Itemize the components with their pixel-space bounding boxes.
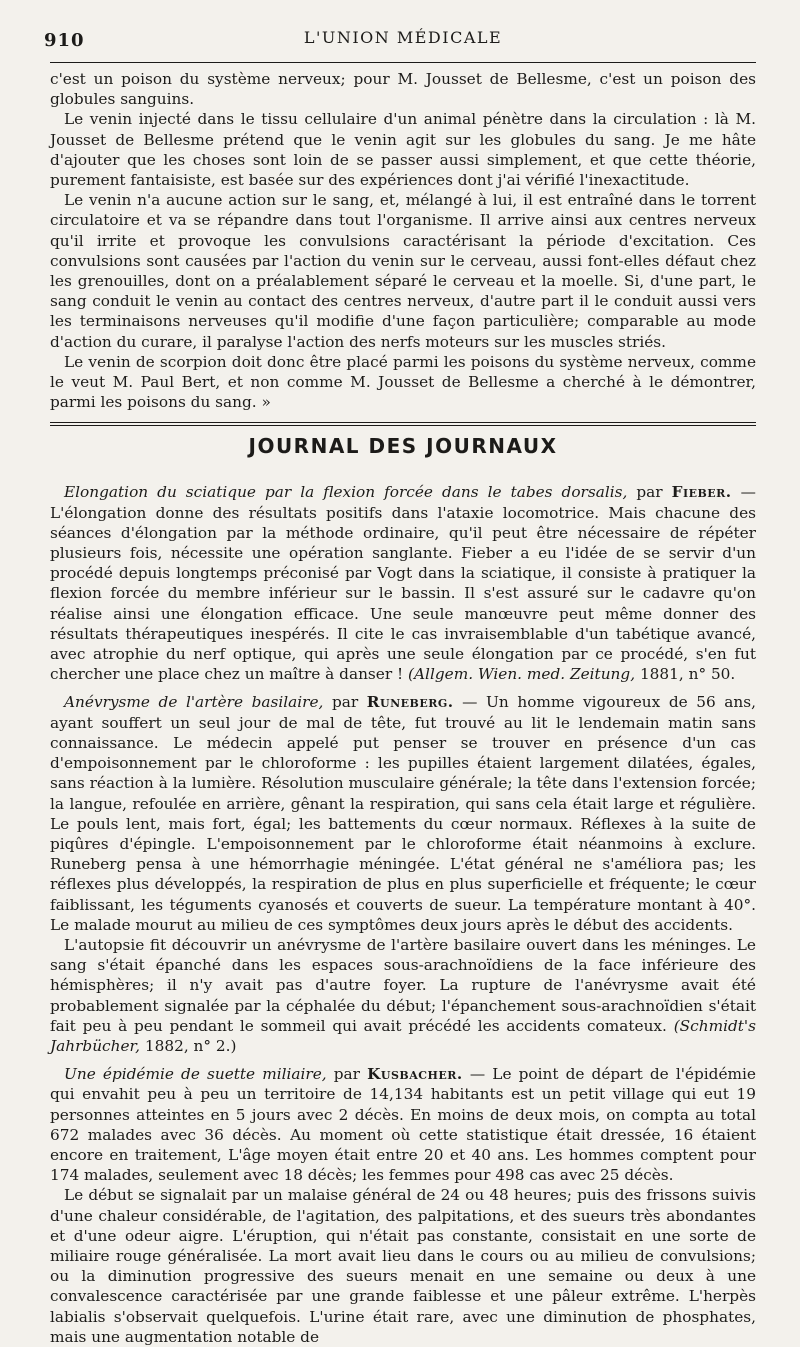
- entry-dash: —: [469, 1065, 486, 1084]
- entry-author: Kusbacher.: [367, 1065, 463, 1084]
- entry-citation: (Allgem. Wien. med. Zeitung,: [408, 665, 636, 684]
- entry-text: L'autopsie fit découvrir un anévrysme de l'artère basilaire ouvert dans les méninges. Le sang s'était épanché dans les espaces sous-arachnoïdiens de la face inférieure des hémisphères; il n'y avait pas d'autre foyer. La rupture de l'anévrysme avait été probablement signalée par la céphalée du début; l'épanchement sous-arachnoïdien s'était fait peu à peu pendant le sommeil qui avait précédé les accidents comateux.: [50, 935, 756, 1035]
- continued-paragraph: Le venin injecté dans le tissu cellulaire d'un animal pénètre dans la circulation : là M. Jousset de Bellesme prétend que le venin agit sur les globules du sang. Je me hâte d'ajouter que les choses sont loin de se passer aussi simplement, et que cette théorie, purement fantaisiste, est basée sur des expériences dont j'ai vérifié l'inexactitude.: [50, 110, 756, 190]
- entry-paragraph: [50, 692, 756, 934]
- entry-paragraph: [50, 482, 756, 684]
- entry-text: Le point de départ de l'épidémie qui envahit peu à peu un territoire de 14,134 habitants est un petit village qui eut 19 personnes atteintes en 5 jours avec 2 décès. En moins de deux mois, on compta au total 672 malades avec 36 décès. Au moment où cette statistique était dressée, 16 étaient encore en traitement, L'âge moyen était entre 20 et 40 ans. Les hommes comptent pour 174 malades, seulement avec 18 décès; les femmes pour 498 cas avec 25 décès.: [50, 1065, 756, 1185]
- entry-by: par: [331, 693, 359, 712]
- entry-citation: (Schmidt's Jahrbücher,: [50, 1016, 756, 1055]
- continued-paragraph: c'est un poison du système nerveux; pour M. Jousset de Bellesme, c'est un poison des globules sanguins.: [50, 70, 756, 109]
- continued-paragraph: Le venin de scorpion doit donc être placé parmi les poisons du système nerveux, comme le veut M. Paul Bert, et non comme M. Jousset de Bellesme a cherché à le démontrer, parmi les poisons du sang. »: [50, 352, 756, 412]
- entry-author: Runeberg.: [366, 693, 454, 712]
- entry-paragraph: [50, 935, 756, 1056]
- entry-title: Anévrysme de l'artère basilaire,: [64, 693, 324, 712]
- entry-citation-tail: 1882, n° 2.): [144, 1036, 237, 1055]
- running-title: L'UNION MÉDICALE: [303, 28, 503, 47]
- entry-text: Le début se signalait par un malaise général de 24 ou 48 heures; puis des frissons suivis d'une chaleur considérable, de l'agitation, des palpitations, et des sueurs très abondantes et d'une odeur aigre. L'éruption, qui n'était pas constante, consistait en une sorte de miliaire rouge généralisée. La mort avait lieu dans le cours ou au milieu de convulsions; ou la diminution progressive des sueurs menait en une semaine ou deux à une convalescence caractérisée par une grande faiblesse et une pâleur extrême. L'herpès labialis s'observait quelquefois. L'urine était rare, avec une diminution de phosphates, mais une augmentation notable de: [50, 1186, 756, 1346]
- entry-dash: —: [740, 483, 756, 502]
- section-heading: JOURNAL DES JOURNAUX: [248, 434, 558, 459]
- header-rule: [50, 62, 756, 63]
- entry-by: par: [333, 1065, 360, 1084]
- page-header: [44, 22, 756, 56]
- entry-dash: —: [462, 693, 478, 712]
- page-number: 910: [44, 30, 85, 51]
- entry-citation-tail: 1881, n° 50.: [639, 665, 736, 684]
- entry-paragraph: [50, 1064, 756, 1185]
- journal-entry: [50, 482, 756, 684]
- entry-text: L'élongation donne des résultats positifs dans l'ataxie locomotrice. Mais chacune des séances d'élongation par la méthode ordinaire, qu'il peut être nécessaire de répéter plusieurs fois, nécessite une opération sanglante. Fieber a eu l'idée de se servir d'un procédé depuis longtemps préconisé par Vogt dans la sciatique, il consiste à pratiquer la flexion forcée du membre inférieur sur le bassin. Il s'est assuré sur le cadavre qu'on réalise ainsi une élongation efficace. Une seule manœuvre peut même donner des résultats thérapeutiques inespérés. Il cite le cas invraisemblable d'un tabétique avancé, avec atrophie du nerf optique, qui après une seule élongation par ce procédé, s'en fut chercher une place chez un maître à danser !: [50, 503, 756, 684]
- entry-text: Un homme vigoureux de 56 ans, ayant souffert un seul jour de mal de tête, fut trouvé au lit le lendemain matin sans connaissance. Le médecin appelé put penser se trouver en présence d'un cas d'empoisonnement par le chloroforme : les pupilles étaient largement dilatées, égales, sans réaction à la lumière. Résolution musculaire générale; la tête dans l'extension forcée; la langue, refoulée en arrière, gênant la respiration, qui sans cela était large et régulière. Le pouls lent, mais fort, égal; les battements du cœur normaux. Réflexes à la suite de piqûres d'épingle. L'empoisonnement par le chloroforme était néanmoins à exclure. Runeberg pensa à une hémorrhagie méningée. L'état général ne s'améliora pas; les réflexes plus développés, la respiration de plus en plus superficielle et fréquente; le cœur faiblissant, les téguments cyanosés et couverts de sueur. La température montant à 40°. Le malade mourut au milieu de ces symptômes deux jours après le début des accidents.: [50, 693, 756, 934]
- journal-entry: [50, 1064, 756, 1347]
- section-divider: [50, 422, 756, 426]
- continued-paragraph: Le venin n'a aucune action sur le sang, et, mélangé à lui, il est entraîné dans le torrent circulatoire et va se répandre dans tout l'organisme. Il arrive ainsi aux centres nerveux qu'il irrite et provoque les convulsions caractérisant la période d'excitation. Ces convulsions sont causées par l'action du venin sur le cerveau, aussi font-elles défaut chez les grenouilles, dont on a préalablement séparé le cerveau et la moelle. Si, d'une part, le sang conduit le venin au contact des centres nerveux, d'autre part il le conduit aussi vers les terminaisons nerveuses qu'il modifie d'une façon particulière; comparable au mode d'action du curare, il paralyse l'action des nerfs moteurs sur les muscles striés.: [50, 191, 756, 351]
- continued-article: [50, 69, 756, 412]
- entry-title: Une épidémie de suette miliaire,: [64, 1065, 327, 1084]
- entry-by: par: [636, 483, 663, 502]
- journal-entry: [50, 692, 756, 1056]
- entry-title: Elongation du sciatique par la flexion forcée dans le tabes dorsalis,: [64, 483, 628, 502]
- entry-author: Fieber.: [671, 483, 732, 502]
